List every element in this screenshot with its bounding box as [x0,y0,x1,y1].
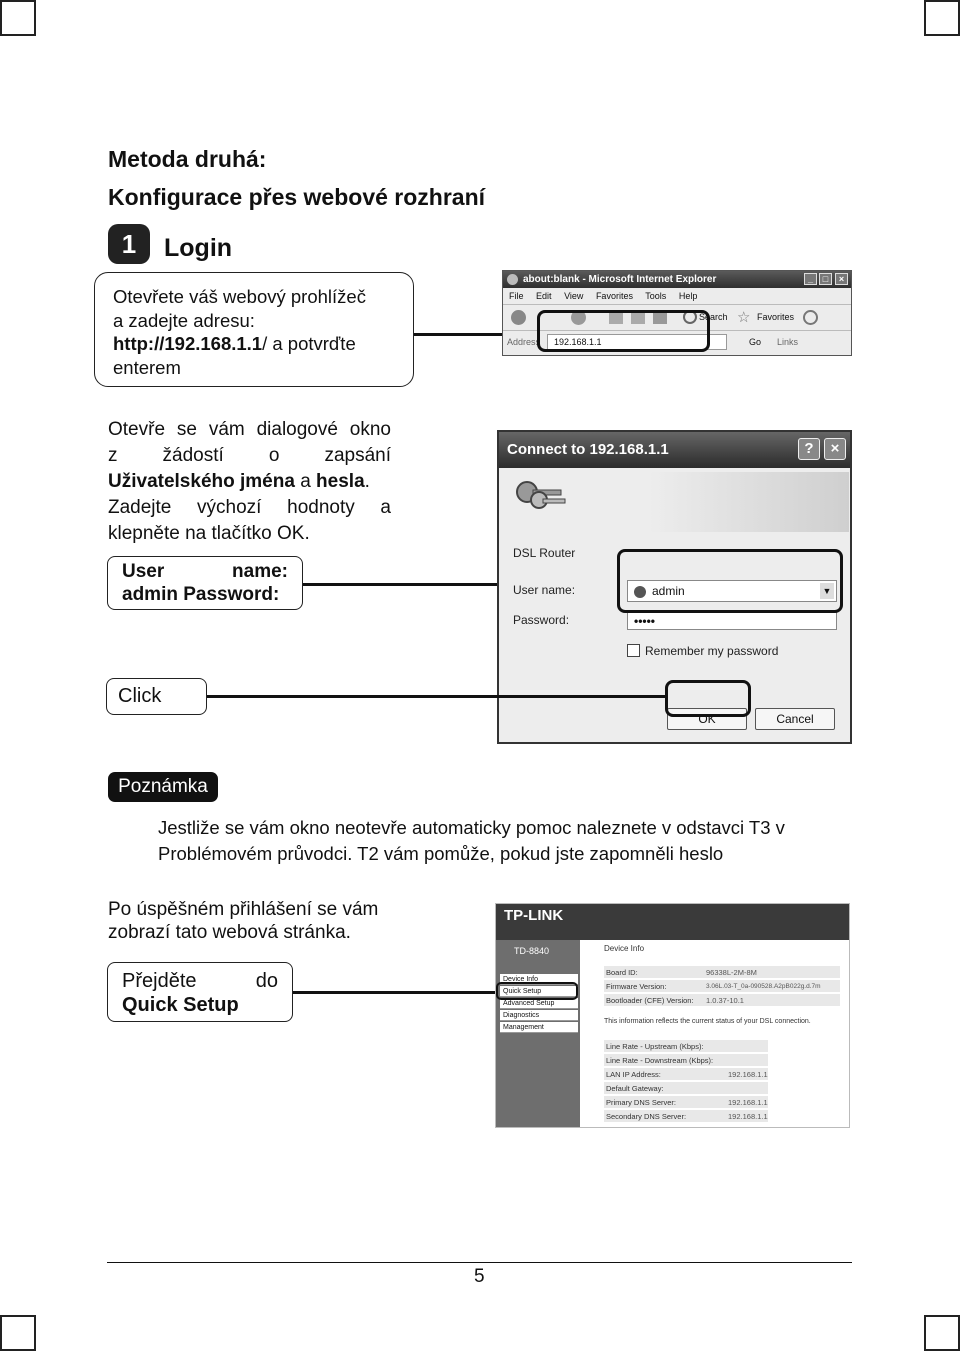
row-key: Line Rate - Upstream (Kbps): [606,1042,704,1051]
password-label: Password: [513,613,570,627]
text-line: admin Password: [122,584,280,605]
help-icon[interactable]: ? [798,438,820,460]
text-fragment: / a potvrďte [262,333,356,354]
text-line: enterem [113,356,181,378]
note-label: Poznámka [108,772,218,802]
router-main [596,940,849,1127]
info-row [604,1040,768,1053]
browser-menubar [503,288,851,305]
ok-button[interactable]: OK [667,708,747,730]
row-value: 96338L-2M-8M [706,968,757,977]
row-key: Board ID: [606,968,638,977]
close-icon[interactable]: × [835,273,848,285]
text-line: Otevře se vám dialogové okno [108,419,391,440]
step-title: Login [164,234,233,262]
close-icon[interactable]: × [824,438,846,460]
minimize-icon[interactable]: _ [804,273,817,285]
nav-quick-setup[interactable]: Quick Setup [500,986,578,997]
note-text [158,815,785,867]
dialog-instructions [108,417,391,547]
step-badge: 1 [108,224,150,264]
credentials-text [122,560,288,606]
text-line: z žádostí o zapsání [108,445,391,466]
menu-file[interactable]: File [509,291,524,301]
nav-device-info[interactable]: Device Info [500,974,578,985]
crop-mark-bottom-right [924,1315,960,1351]
menu-edit[interactable]: Edit [536,291,552,301]
remember-label[interactable]: Remember my password [645,644,779,658]
row-key: Line Rate - Downstream (Kbps): [606,1056,714,1065]
username-label: User name: [513,583,576,597]
text-line: klepněte na tlačítko OK. [108,523,310,544]
url-text: http://192.168.1.1 [113,333,263,354]
footer-rule [107,1262,852,1263]
info-row [604,1110,768,1123]
crop-mark-top-right [924,0,960,36]
section-heading-2: Konfigurace přes webové rozhraní [108,184,486,210]
quick-setup-highlight [496,982,578,1000]
text-line: User name: [122,561,288,582]
row-value: 192.168.1.1 [728,1098,768,1107]
row-key: Secondary DNS Server: [606,1112,687,1121]
favorites-label[interactable]: Favorites [757,312,795,322]
row-value: 192.168.1.1 [728,1112,768,1121]
bold-text: hesla [316,471,365,492]
keys-icon [513,478,571,518]
dialog-title: Connect to 192.168.1.1 [507,441,669,458]
info-row [604,980,840,993]
back-icon[interactable] [511,310,526,325]
links-label[interactable]: Links [777,337,799,347]
remember-checkbox[interactable] [627,644,640,657]
menu-help[interactable]: Help [678,291,698,301]
text-line: Přejděte do [122,970,278,992]
address-label: Address [507,337,541,347]
quick-setup-text [122,969,278,1017]
text-line: Jestliže se vám okno neotevře automaticky pomoc naleznete v odstavci T3 v [158,817,785,838]
text-line [113,332,366,356]
bold-text: Uživatelského jména [108,471,295,492]
text-fragment: a [294,471,317,492]
menu-tools[interactable]: Tools [645,291,667,301]
username-value: admin [652,584,685,598]
chevron-down-icon[interactable]: ▼ [820,583,834,599]
row-key: Default Gateway: [606,1084,664,1093]
address-input[interactable]: 192.168.1.1 [547,334,727,350]
search-label[interactable]: Search [699,312,728,322]
router-model: TD-8840 [514,946,550,956]
text-line [108,469,391,495]
maximize-icon[interactable]: □ [819,273,832,285]
crop-mark-bottom-left [0,1315,36,1351]
section-heading-1: Metoda druhá: [108,146,267,172]
text-line: Otevřete váš webový prohlížeč [113,286,366,307]
click-text: Click [118,685,162,707]
realm-label: DSL Router [513,546,576,560]
password-field[interactable]: ••••• [627,610,837,630]
info-row [604,1068,768,1081]
row-key: Bootloader (CFE) Version: [606,996,694,1005]
info-text: This information reflects the current status of your DSL connection. [604,1018,811,1025]
text-line: a zadejte adresu: [113,309,255,331]
info-row [604,1054,768,1067]
text-line: Po úspěšném přihlášení se vám [108,899,379,920]
row-value: 3.06L.03-T_0a-090528.A2pB022g.d.7m [706,983,821,990]
row-key: Primary DNS Server: [606,1098,677,1107]
text-line: Problémovém průvodci. T2 vám pomůže, pokud jste zapomněli heslo [158,843,724,864]
browser-titlebar [503,271,851,288]
text-line: zobrazí tato webová stránka. [108,922,351,943]
connector-line [293,991,497,994]
address-highlight [537,310,710,352]
menu-view[interactable]: View [564,291,584,301]
page-number: 5 [474,1266,485,1287]
connector-line [207,695,667,698]
info-row [604,1082,768,1095]
router-sidebar [496,940,580,1127]
ie-logo-icon [507,274,518,285]
open-browser-text [113,285,366,379]
section-title: Device Info [604,944,645,953]
row-key: LAN IP Address: [606,1070,661,1079]
row-key: Firmware Version: [606,982,667,991]
browser-title: about:blank - Microsoft Internet Explorer [523,274,717,285]
router-web-page [495,903,850,1128]
crop-mark-top-left [0,0,36,36]
text-line: Zadejte výchozí hodnoty a [108,497,391,518]
menu-favorites[interactable]: Favorites [595,291,633,301]
favorites-star-icon[interactable]: ☆ [737,309,751,326]
text-fragment: . [364,471,370,492]
ok-highlight [665,680,751,717]
cancel-button[interactable]: Cancel [755,708,835,730]
credentials-highlight [617,549,843,613]
dialog-titlebar [499,432,850,468]
success-text [108,898,378,944]
router-brand: TP-LINK [504,907,564,924]
nav-diagnostics[interactable]: Diagnostics [500,1010,578,1021]
row-value: 1.0.37-10.1 [706,996,744,1005]
go-button[interactable]: Go [749,337,762,347]
nav-advanced-setup[interactable]: Advanced Setup [500,998,578,1009]
router-header [496,904,849,940]
info-row [604,1096,768,1109]
history-icon[interactable] [803,310,818,325]
nav-management[interactable]: Management [500,1022,578,1033]
dialog-banner-graphic [649,472,849,532]
info-row [604,994,840,1007]
info-row [604,966,840,979]
row-value: 192.168.1.1 [728,1070,768,1079]
text-line: Quick Setup [122,994,239,1016]
